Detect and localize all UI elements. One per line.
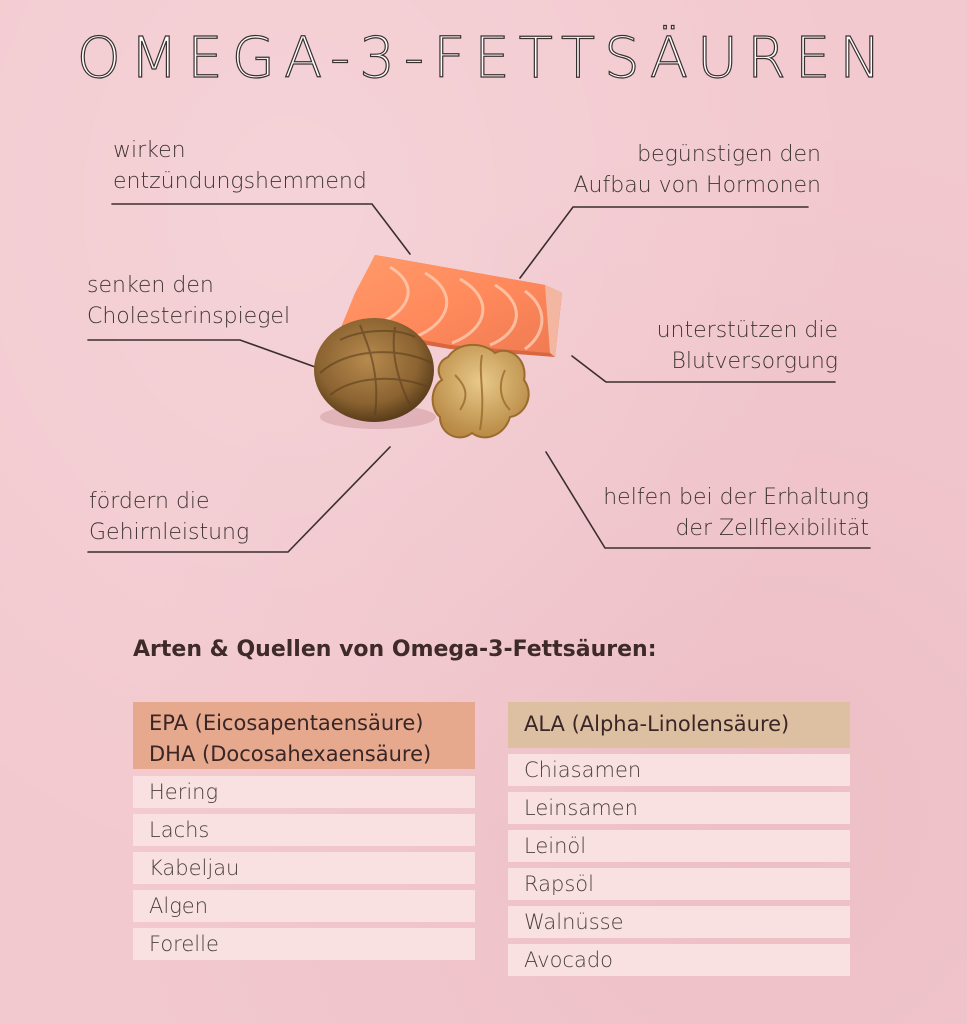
food-illustration (300, 245, 570, 455)
list-item: Kabeljau (133, 852, 475, 884)
benefit-line: der Zellflexibilität (675, 516, 869, 541)
benefit-blood (657, 315, 838, 377)
list-item: Rapsöl (508, 868, 850, 900)
benefit-line: wirken (113, 138, 186, 163)
ala-header: ALA (Alpha-Linolensäure) (508, 702, 850, 748)
benefit-line: senken den (87, 273, 214, 298)
list-item: Walnüsse (508, 906, 850, 938)
list-item: Leinöl (508, 830, 850, 862)
list-item: Algen (133, 890, 475, 922)
epa-dha-header (133, 702, 475, 769)
walnut-icon (314, 318, 436, 429)
benefit-line: helfen bei der Erhaltung (603, 485, 869, 510)
connector-mid-left (88, 340, 318, 368)
list-item: Forelle (133, 928, 475, 960)
list-item: Avocado (508, 944, 850, 976)
benefit-line: unterstützen die (656, 318, 838, 343)
benefit-line: Blutversorgung (671, 349, 838, 374)
benefit-line: Aufbau von Hormonen (573, 173, 821, 198)
benefit-line: begünstigen den (637, 142, 821, 167)
epa-label: EPA (Eicosapentaensäure) (149, 711, 424, 735)
list-item: Leinsamen (508, 792, 850, 824)
benefit-line: entzündungshemmend (113, 169, 367, 194)
list-item: Hering (133, 776, 475, 808)
benefit-brain (89, 486, 249, 548)
list-item: Chiasamen (508, 754, 850, 786)
walnut-kernel-icon (433, 345, 529, 437)
dha-label: DHA (Docosahexaensäure) (149, 742, 432, 766)
benefit-cholesterol (87, 270, 290, 332)
page-title: OMEGA-3-FETTSÄUREN (76, 26, 891, 91)
benefit-anti-inflammatory (113, 135, 367, 197)
sources-heading: Arten & Quellen von Omega-3-Fettsäuren: (133, 637, 657, 662)
benefit-cell-flexibility (603, 482, 869, 544)
plant-sources-column (508, 702, 850, 982)
benefit-line: Gehirnleistung (89, 520, 250, 545)
benefit-hormones (573, 139, 821, 201)
list-item: Lachs (133, 814, 475, 846)
benefit-line: fördern die (89, 489, 210, 514)
benefit-line: Cholesterinspiegel (87, 304, 291, 329)
marine-sources-column (133, 702, 475, 966)
